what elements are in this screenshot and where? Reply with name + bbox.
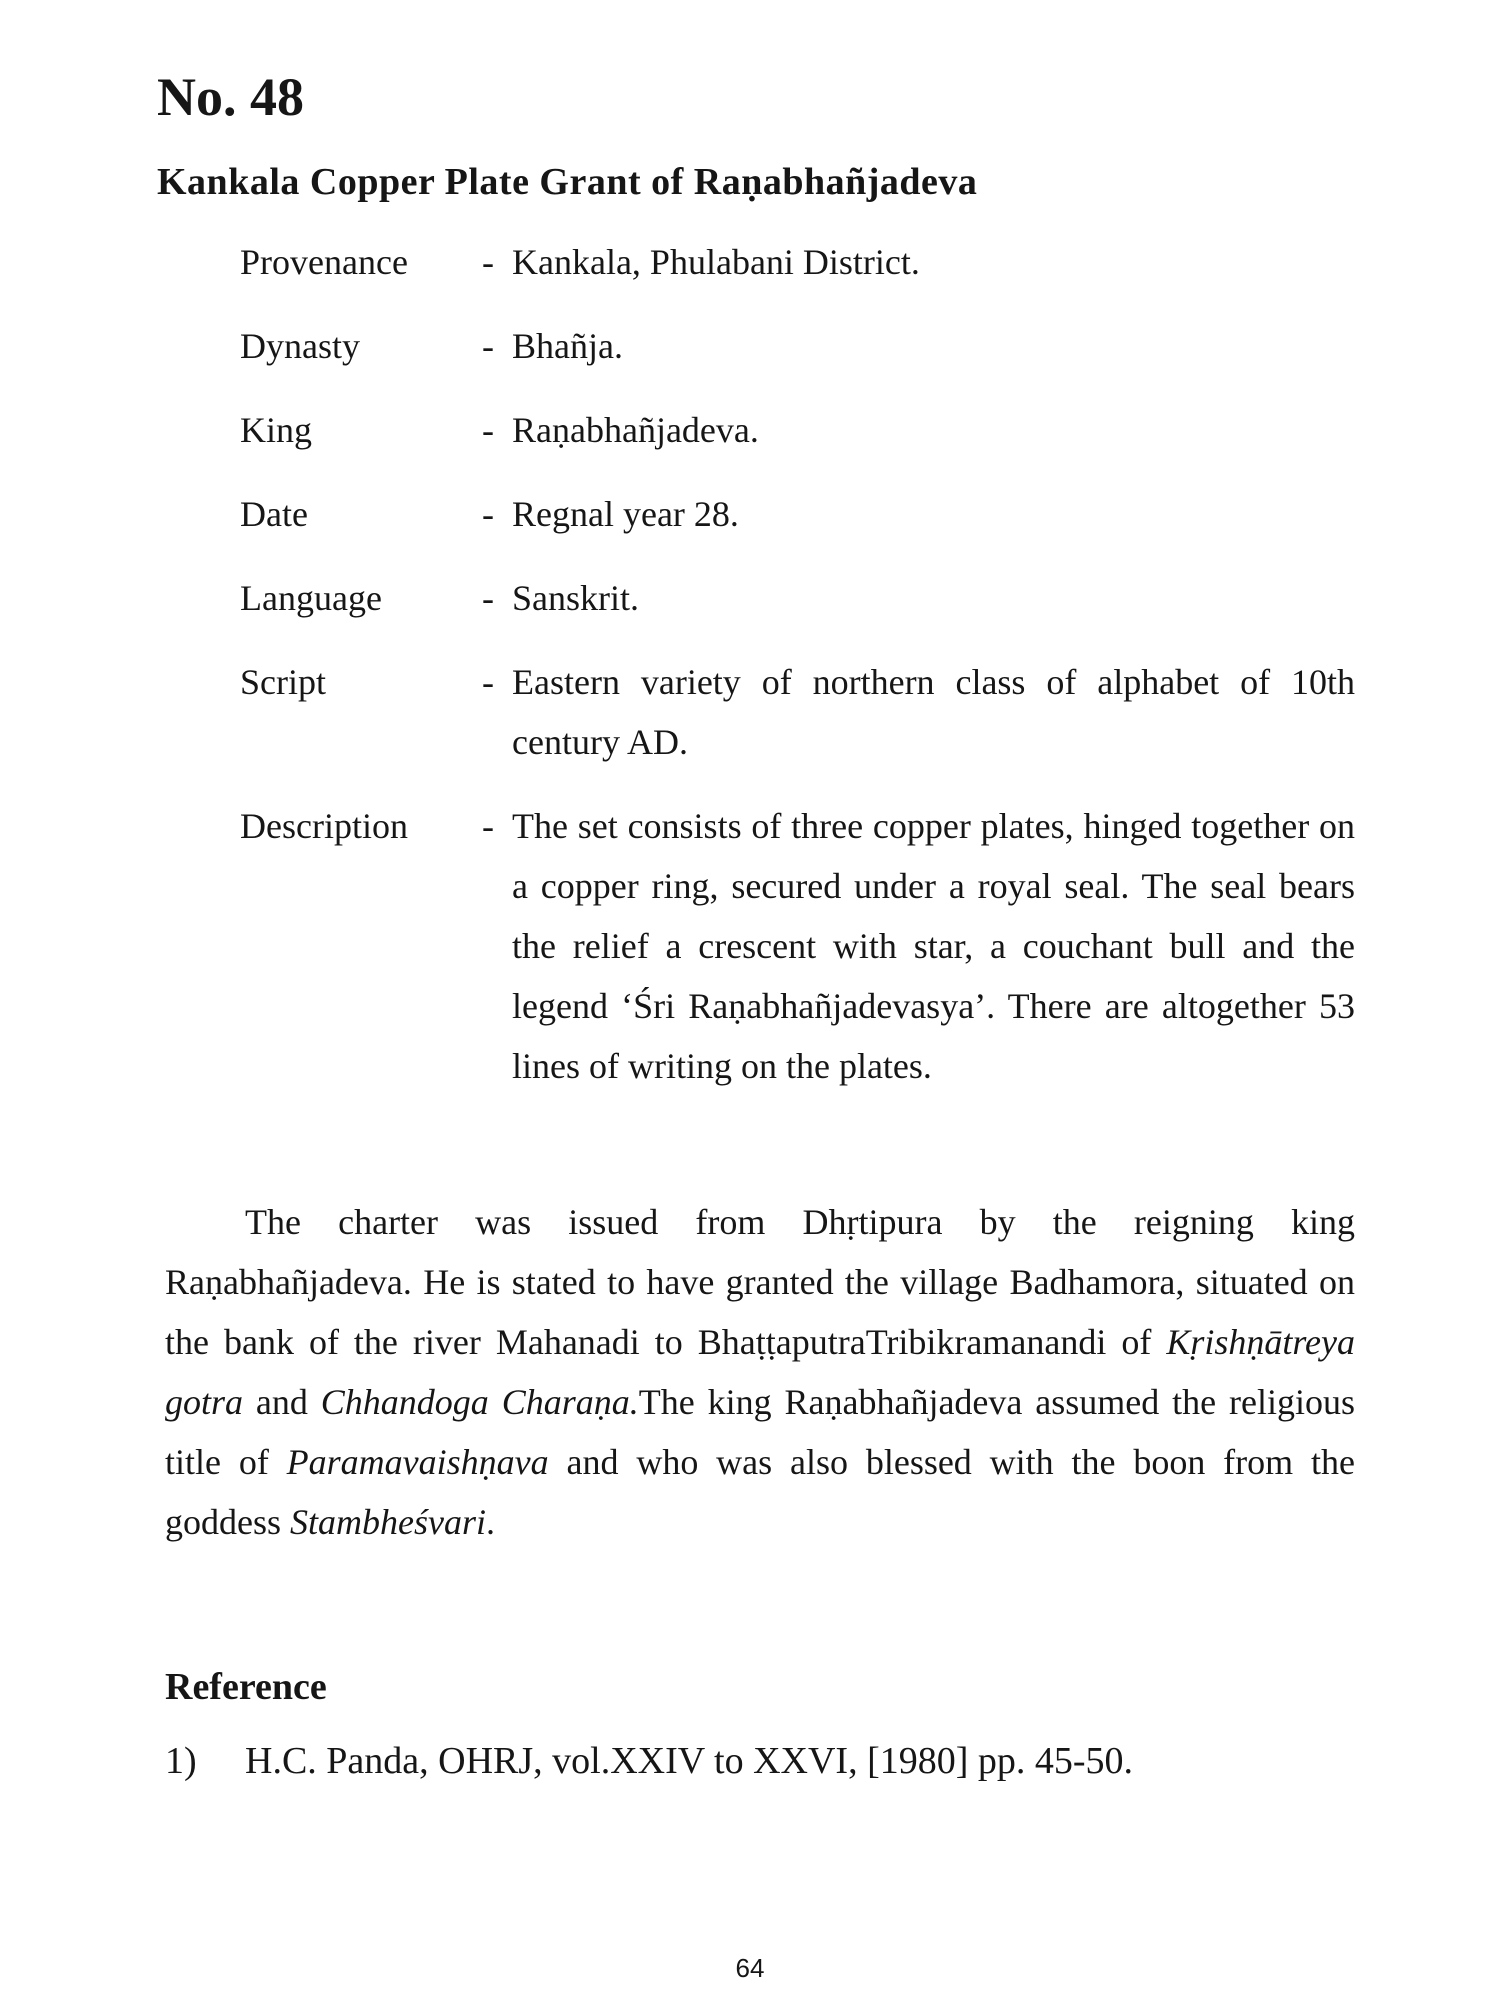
paragraph-italic: Paramavaishṇava (286, 1442, 549, 1482)
meta-dash: - (482, 806, 494, 846)
inscription-number: No. 48 (157, 67, 304, 127)
inscription-title: Kankala Copper Plate Grant of Raṇabhañjadeva (157, 161, 978, 203)
meta-value: Sanskrit. (512, 578, 640, 618)
metadata-list (240, 232, 1355, 1120)
paragraph-italic: Chhandoga Charaṇa. (320, 1382, 639, 1422)
page-number: 64 (735, 1953, 765, 1983)
meta-value: The set consists of three copper plates, hinged together on a copper ring, secured under a royal seal. The seal bears the relief a crescent with star, a couchant bull and the legend ‘Śri Raṇabhañjadevasya’. There are altogether 53 lines of writing on the plates. (512, 806, 1355, 1086)
meta-value: Eastern variety of northern class of alphabet of 10th century AD. (512, 662, 1355, 762)
meta-dash: - (482, 494, 494, 534)
meta-label: Provenance (240, 242, 408, 282)
reference-text: H.C. Panda, OHRJ, vol.XXIV to XXVI, [1980] pp. 45-50. (245, 1740, 1134, 1782)
paragraph-text: . (485, 1502, 495, 1542)
meta-row-king (240, 400, 1355, 460)
meta-row-dynasty (240, 316, 1355, 376)
meta-value: Bhañja. (512, 326, 623, 366)
paragraph-text: and who was also blessed with the boon from the goddess (165, 1442, 1355, 1542)
meta-label: Language (240, 578, 382, 618)
meta-value: Regnal year 28. (512, 494, 739, 534)
reference-number: 1) (165, 1740, 197, 1782)
meta-dash: - (482, 242, 494, 282)
meta-label: Script (240, 662, 326, 702)
meta-row-script (240, 652, 1355, 772)
meta-value: Raṇabhañjadeva. (512, 410, 759, 450)
paragraph-italic: Kṛishṇātreya gotra (165, 1322, 1355, 1422)
meta-row-language (240, 568, 1355, 628)
meta-label: Date (240, 494, 308, 534)
meta-row-date (240, 484, 1355, 544)
reference-item (165, 1735, 1355, 1788)
paragraph-text: The charter was issued from Dhṛtipura by the reigning king Raṇabhañjadeva. He is stated to have granted the village Badhamora, situated on the bank of the river Mahanadi to BhaṭṭaputraTribikramanandi of (165, 1202, 1355, 1362)
meta-dash: - (482, 326, 494, 366)
meta-value: Kankala, Phulabani District. (512, 242, 920, 282)
meta-label: Description (240, 806, 408, 846)
paragraph-text: The king Raṇabhañjadeva assumed the religious title of (165, 1382, 1356, 1482)
paragraph-text: and (243, 1382, 321, 1422)
meta-dash: - (482, 578, 494, 618)
meta-row-provenance (240, 232, 1355, 292)
meta-dash: - (482, 410, 494, 450)
meta-row-description (240, 796, 1355, 1096)
meta-label: Dynasty (240, 326, 360, 366)
paragraph-italic: Stambheśvari (290, 1502, 486, 1542)
meta-dash: - (482, 662, 494, 702)
meta-label: King (240, 410, 312, 450)
reference-heading: Reference (165, 1666, 327, 1708)
body-paragraph (165, 1192, 1355, 1552)
